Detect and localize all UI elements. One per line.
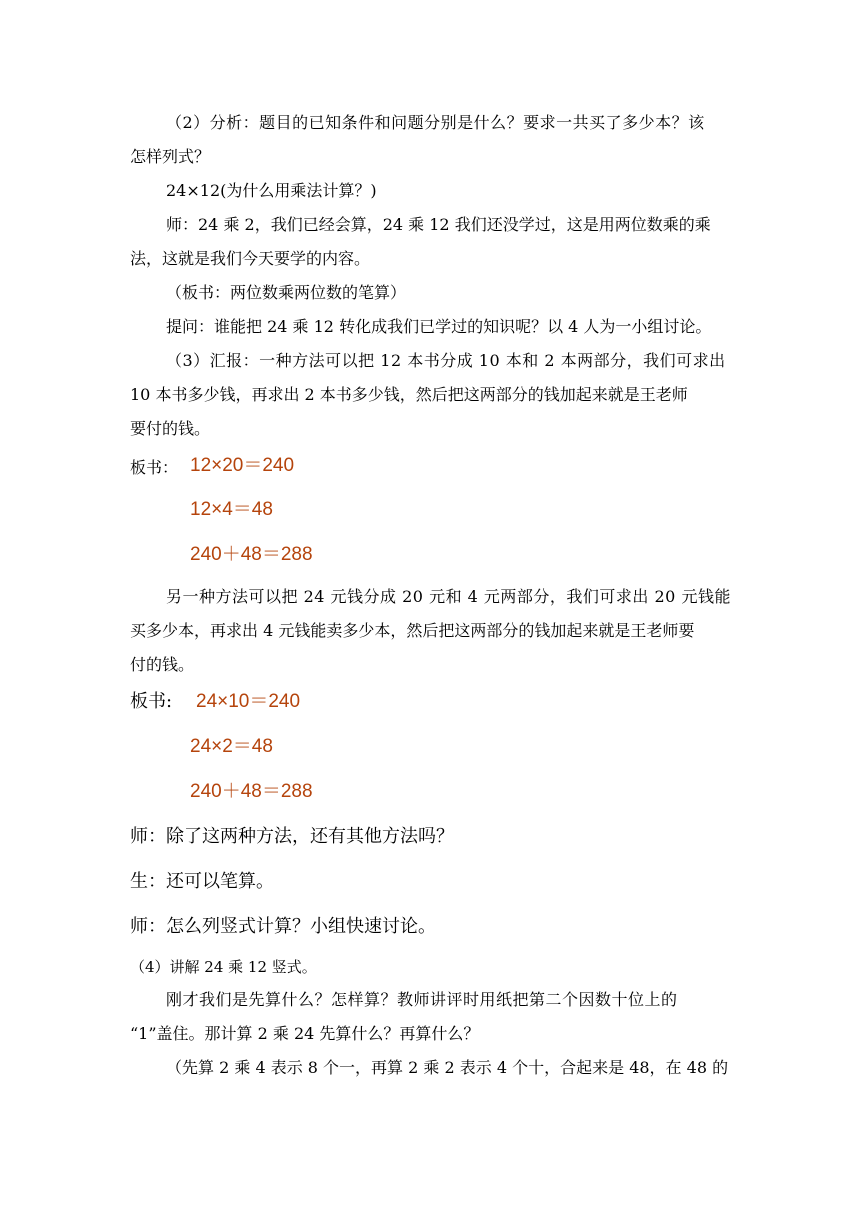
teacher-line-3: 师：怎么列竖式计算？小组快速讨论。 <box>130 916 436 937</box>
other-method-line-1: 另一种方法可以把 24 元钱分成 20 元和 4 元两部分，我们可求出 20 元钱能 <box>166 587 731 606</box>
board-1-equation-3: 240＋48＝288 <box>190 544 313 565</box>
board-2-equation-1: 24×10＝240 <box>196 691 301 712</box>
board-2-equation-3: 240＋48＝288 <box>190 781 313 802</box>
analysis-line-2: 怎样列式？ <box>130 147 211 166</box>
analysis-line-1: （2）分析：题目的已知条件和问题分别是什么？要求一共买了多少本？该 <box>166 113 705 132</box>
student-line-1: 生：还可以笔算。 <box>130 871 274 892</box>
board-title-line: （板书：两位数乘两位数的笔算） <box>166 283 407 302</box>
section-4-title: （4）讲解 24 乘 12 竖式。 <box>130 958 317 976</box>
section-4-line-3: （先算 2 乘 4 表示 8 个一，再算 2 乘 2 表示 4 个十，合起来是 48，在 48 的 <box>166 1058 729 1077</box>
section-4-line-2: “1”盖住。那计算 2 乘 24 先算什么？再算什么？ <box>130 1024 480 1043</box>
board-1-equation-1: 12×20＝240 <box>190 455 295 476</box>
teacher-line-1a: 师：24 乘 2，我们已经会算，24 乘 12 我们还没学过，这是用两位数乘的乘 <box>166 215 711 234</box>
expression-line: 24×12(为什么用乘法计算？) <box>166 181 377 200</box>
section-4-line-1: 刚才我们是先算什么？怎样算？教师讲评时用纸把第二个因数十位上的 <box>166 990 678 1009</box>
other-method-line-3: 付的钱。 <box>130 655 195 674</box>
teacher-line-1b: 法，这就是我们今天要学的内容。 <box>130 249 371 268</box>
report-line-1: （3）汇报：一种方法可以把 12 本书分成 10 本和 2 本两部分，我们可求出 <box>166 351 726 370</box>
question-line: 提问：谁能把 24 乘 12 转化成我们已学过的知识呢？以 4 人为一小组讨论。 <box>166 317 712 336</box>
report-line-3: 要付的钱。 <box>130 419 211 438</box>
teacher-line-2: 师：除了这两种方法，还有其他方法吗？ <box>130 826 454 847</box>
report-line-2: 10 本书多少钱，再求出 2 本书多少钱，然后把这两部分的钱加起来就是王老师 <box>130 385 688 404</box>
board-1-equation-2: 12×4＝48 <box>190 499 273 520</box>
board-2-equation-2: 24×2＝48 <box>190 736 273 757</box>
board-2-label: 板书: <box>130 691 173 712</box>
board-1-label: 板书： <box>130 458 179 477</box>
other-method-line-2: 买多少本，再求出 4 元钱能卖多少本，然后把这两部分的钱加起来就是王老师要 <box>130 621 695 640</box>
